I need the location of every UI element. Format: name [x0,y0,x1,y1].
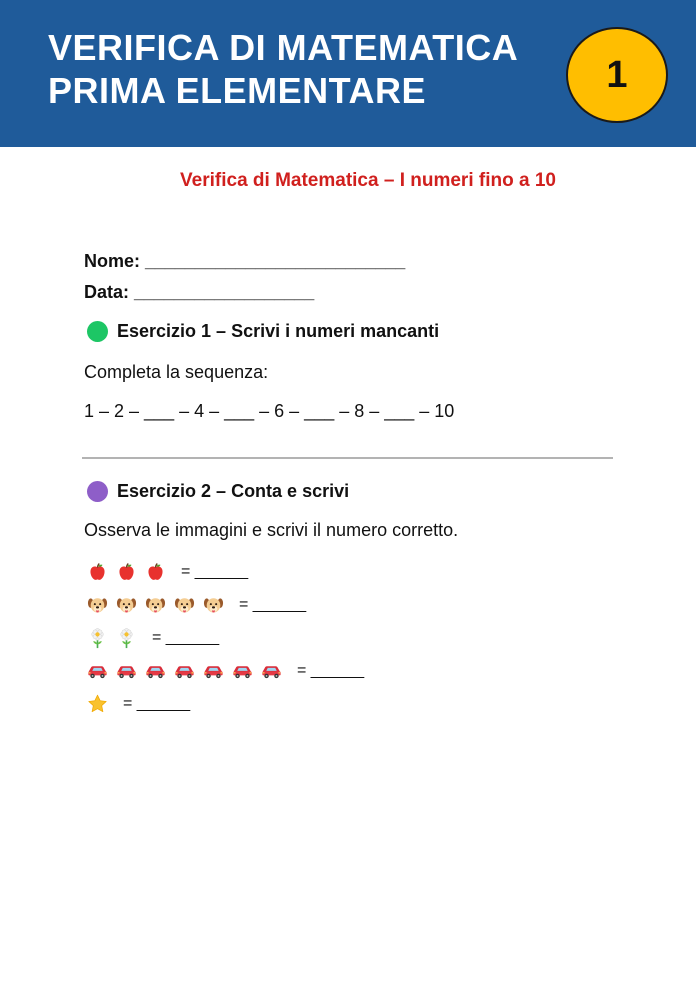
answer-blank: = ______ [297,662,365,679]
exercise-1-title: Esercizio 1 – Scrivi i numeri mancanti [117,321,440,341]
dog-icon [86,594,109,616]
count-row-flowers [86,627,219,649]
car-icon [86,660,109,682]
apple-icon [86,561,109,583]
level-badge: 1 [566,27,668,123]
car-icon [173,660,196,682]
dog-icon [144,594,167,616]
dog-icon [202,594,225,616]
exercise-2-heading [87,481,349,502]
icon-group [86,561,167,583]
dog-icon [115,594,138,616]
count-row-star [86,693,190,715]
answer-blank: = ______ [239,596,307,613]
test-subtitle: Verifica di Matematica – I numeri fino a 10 [180,170,556,191]
name-field: Nome: __________________________ [84,251,406,271]
star-icon [86,693,109,715]
car-icon [260,660,283,682]
section-divider [82,457,613,459]
apple-icon [115,561,138,583]
exercise-2-instruction: Osserva le immagini e scrivi il numero corretto. [84,520,459,540]
car-icon [231,660,254,682]
page-title: VERIFICA DI MATEMATICA PRIMA ELEMENTARE [48,27,519,111]
count-row-cars [86,660,364,682]
answer-blank: = ______ [181,563,249,580]
flower-icon [86,627,109,649]
dog-icon [173,594,196,616]
exercise-1-instruction: Completa la sequenza: [84,362,269,382]
purple-circle-icon [87,481,108,502]
icon-group [86,594,225,616]
flower-icon [115,627,138,649]
car-icon [202,660,225,682]
answer-blank: = ______ [152,629,220,646]
date-field: Data: __________________ [84,282,315,302]
icon-group [86,660,283,682]
number-sequence: 1 – 2 – ___ – 4 – ___ – 6 – ___ – 8 – ___ – 10 [84,401,455,421]
apple-icon [144,561,167,583]
car-icon [144,660,167,682]
green-circle-icon [87,321,108,342]
answer-blank: = ______ [123,695,191,712]
exercise-2-title: Esercizio 2 – Conta e scrivi [117,481,350,501]
exercise-1-heading [87,321,439,342]
header-banner [0,0,696,147]
car-icon [115,660,138,682]
count-row-apples [86,561,248,583]
count-row-dogs [86,594,306,616]
icon-group [86,693,109,715]
icon-group [86,627,138,649]
